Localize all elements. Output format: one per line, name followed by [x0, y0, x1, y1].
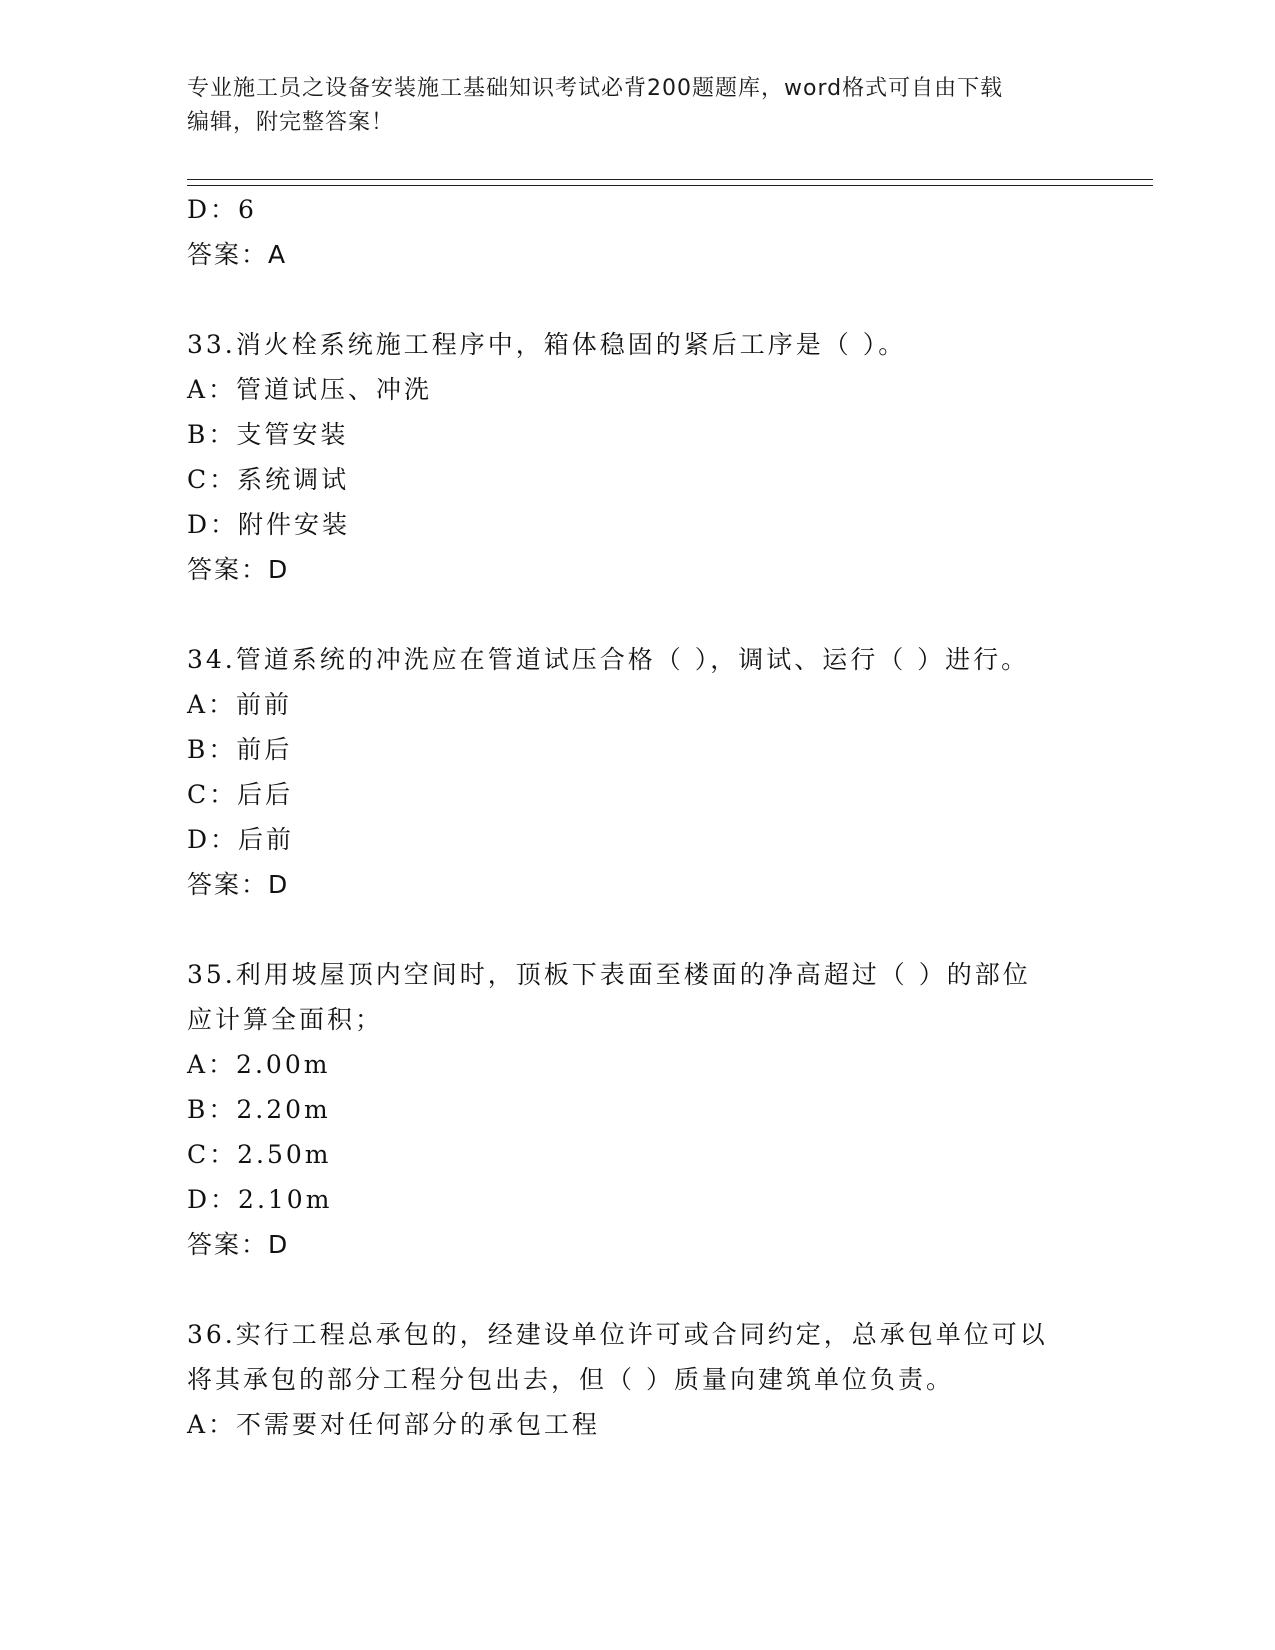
header-rule-bottom — [187, 185, 1153, 186]
answer-line: 答案：D — [187, 555, 290, 584]
option-line: D：附件安装 — [187, 510, 351, 539]
option-line: D：后前 — [187, 825, 295, 854]
option-line: C：2.50m — [187, 1140, 332, 1169]
answer-line: 答案：D — [187, 1230, 290, 1259]
option-line: B：前后 — [187, 735, 293, 764]
option-line: A：不需要对任何部分的承包工程 — [187, 1410, 601, 1439]
question-line: 33.消火栓系统施工程序中，箱体稳固的紧后工序是（ ）。 — [187, 330, 907, 359]
question-line: 36.实行工程总承包的，经建设单位许可或合同约定，总承包单位可以 — [187, 1320, 1048, 1349]
question-line: 34.管道系统的冲洗应在管道试压合格（ ），调试、运行（ ）进行。 — [187, 645, 1030, 674]
option-line: B：2.20m — [187, 1095, 331, 1124]
answer-line: 答案：D — [187, 870, 290, 899]
option-line: D：6 — [187, 195, 257, 224]
header-title-line-1: 专业施工员之设备安装施工基础知识考试必背200题题库，word格式可自由下载 — [187, 76, 1004, 101]
option-line: B：支管安装 — [187, 420, 349, 449]
option-line: A：管道试压、冲洗 — [187, 375, 433, 404]
option-line: C：系统调试 — [187, 465, 350, 494]
option-line: A：2.00m — [187, 1050, 331, 1079]
page-header — [187, 72, 1087, 140]
answer-line: 答案：A — [187, 240, 288, 269]
question-line: 35.利用坡屋顶内空间时，顶板下表面至楼面的净高超过（ ）的部位 — [187, 960, 1031, 989]
option-line: A：前前 — [187, 690, 293, 719]
option-line: D：2.10m — [187, 1185, 333, 1214]
question-line: 应计算全面积； — [187, 1005, 384, 1034]
header-title-line-2: 编辑，附完整答案！ — [187, 110, 395, 135]
option-line: C：后后 — [187, 780, 294, 809]
question-line: 将其承包的部分工程分包出去，但（ ）质量向建筑单位负责。 — [187, 1365, 954, 1394]
header-rule-top — [187, 179, 1153, 180]
